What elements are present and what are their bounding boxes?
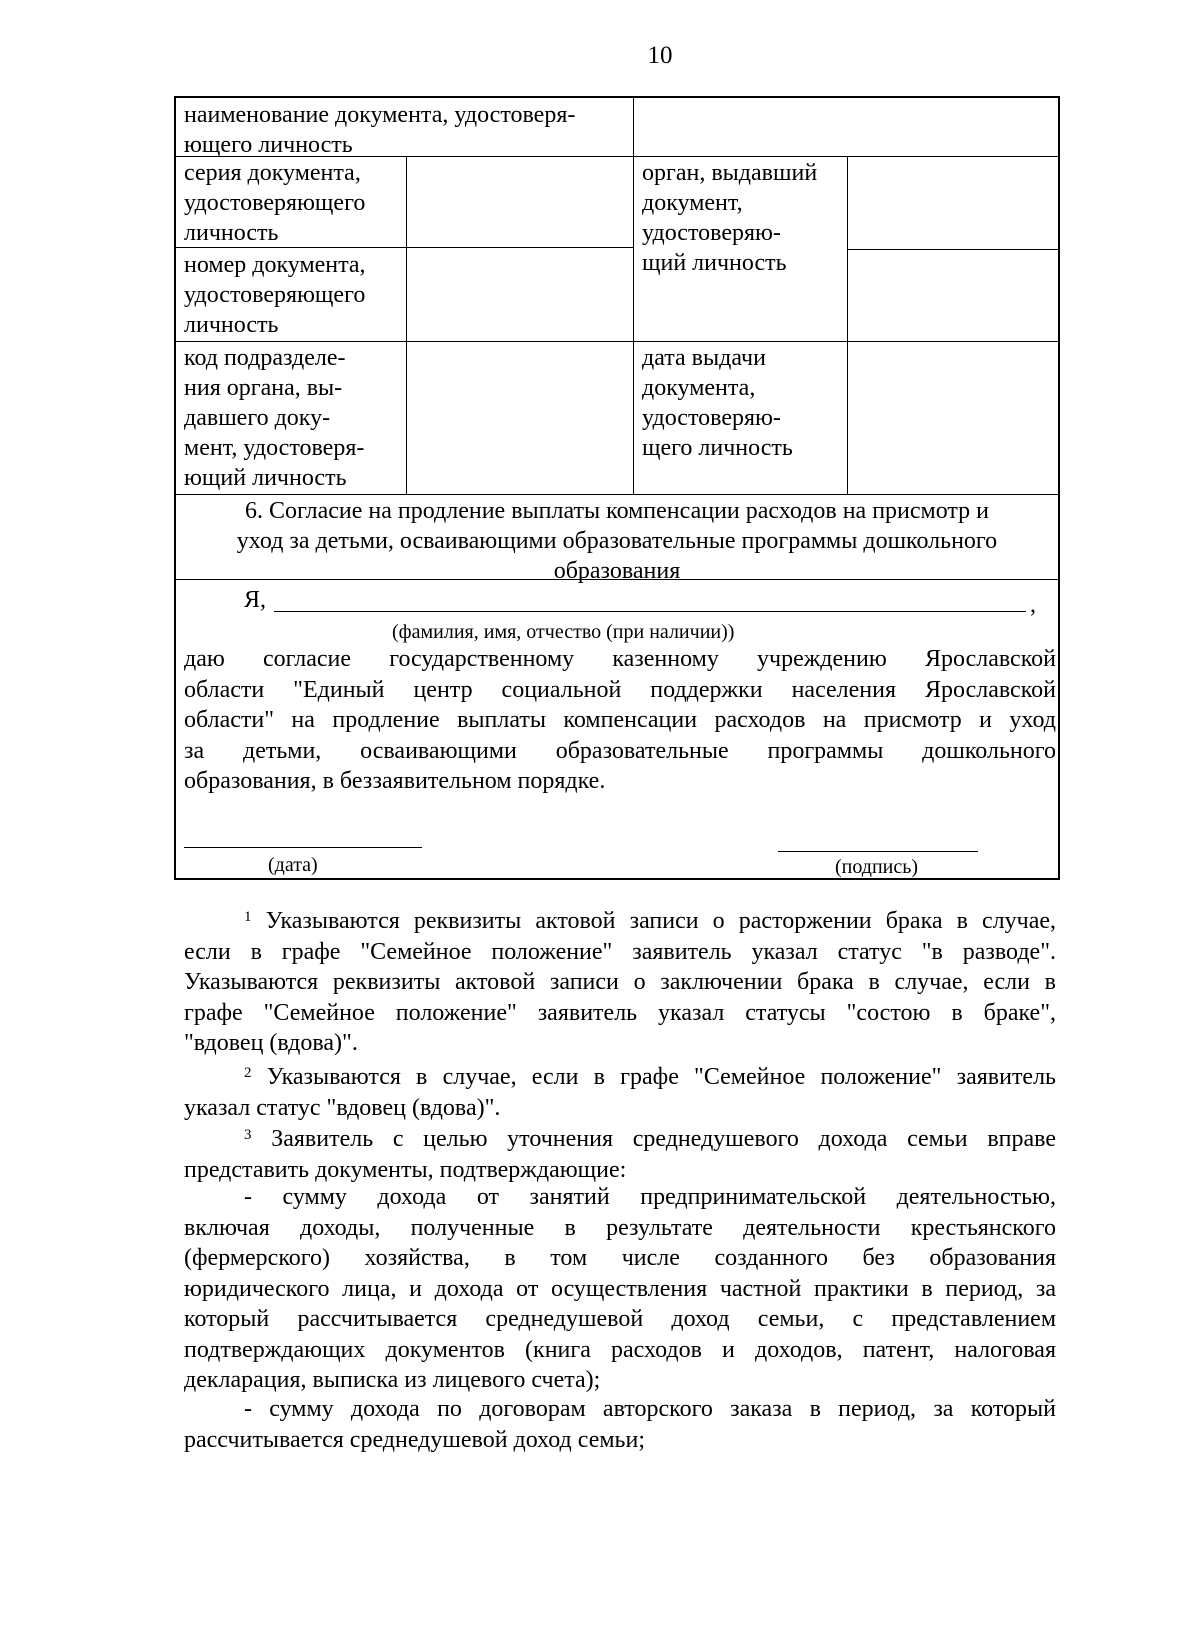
row-divider (174, 341, 1060, 342)
table-left-border (174, 96, 176, 880)
footnote-2: $^2$ Указываются в случае, если в графе "Семейное положение" заявитель указал статус "вдовец (вдова)". (184, 1064, 1057, 1121)
table-right-border (1058, 96, 1060, 880)
consent-i: Я, (244, 587, 267, 613)
signature-caption: (подпись) (835, 856, 919, 878)
footnote-1-mark: 1 (244, 909, 252, 925)
signature-blank (778, 851, 978, 852)
footnote-3-bullet-1: - сумму дохода от занятий предпринимательской деятельностью, включая доходы, полученные в результате деятельности крестьянского (фермерского) хозяйства, в том числе созданного без образования юридического лица, и дохода от осуществления частной практики в период, за который рассчитывается среднедушевой доход семьи, с представлением подтверждающих документов (книга расходов и доходов, патент, налоговая декларация, выписка из лицевого счета); (184, 1184, 1056, 1393)
issue-date-label: дата выдачи документа, удостоверяю- щего личность (642, 345, 793, 461)
footnote-2-mark: 2 (244, 1065, 252, 1081)
document-series-label: серия документа, удостоверяющего личность (184, 160, 366, 246)
footnote-3-bullet-2: - сумму дохода по договорам авторского заказа в период, за который рассчитывается среднедушевой доход семьи; (184, 1396, 1056, 1453)
column-divider (847, 156, 848, 494)
full-name-blank (274, 611, 1026, 612)
footnote-3: $^3$ Заявитель с целью уточнения среднедушевого дохода семьи вправе представить документы, подтверждающие: (184, 1126, 1056, 1183)
row-divider (848, 249, 1060, 250)
division-code-label: код подразделе- ния органа, вы- давшего доку- мент, удостоверя- ющий личность (184, 345, 365, 491)
footnote-1: $^1$ Указываются реквизиты актовой записи о расторжении брака в случае, если в графе "Семейное положение" заявитель указал статус "в разводе". Указываются реквизиты актовой записи о заключении брака в случае, если в графе "Семейное положение" заявитель указал статусы "состою в браке", "вдовец (вдова)". (184, 908, 1057, 1056)
date-caption: (дата) (268, 854, 318, 876)
row-divider (174, 494, 1060, 495)
issuing-authority-label: орган, выдавший документ, удостоверяю- щий личность (642, 160, 818, 276)
column-divider (633, 96, 634, 494)
document-name-label: наименование документа, удостоверя- ющего личность (184, 102, 576, 158)
consent-text: даю согласие государственному казенному учреждению Ярославской области "Единый центр социальной поддержки населения Ярославской области" на продление выплаты компенсации расходов на присмотр и уход за детьми, осваивающими образовательные программы дошкольного образования, в беззаявительном порядке. (184, 646, 1056, 794)
footnote-3-mark: 3 (244, 1127, 252, 1143)
section-6-title: 6. Согласие на продление выплаты компенсации расходов на присмотр и уход за детьми, осваивающими образовательные программы дошкольного образования (236, 498, 998, 584)
document-number-label: номер документа, удостоверяющего личность (184, 252, 366, 338)
column-divider (406, 156, 407, 494)
page-number: 10 (647, 42, 673, 69)
table-top-border (174, 96, 1060, 98)
table-bottom-border (174, 878, 1060, 880)
full-name-caption: (фамилия, имя, отчество (при наличии)) (392, 621, 735, 643)
consent-comma: , (1030, 592, 1036, 618)
date-blank (184, 847, 422, 848)
